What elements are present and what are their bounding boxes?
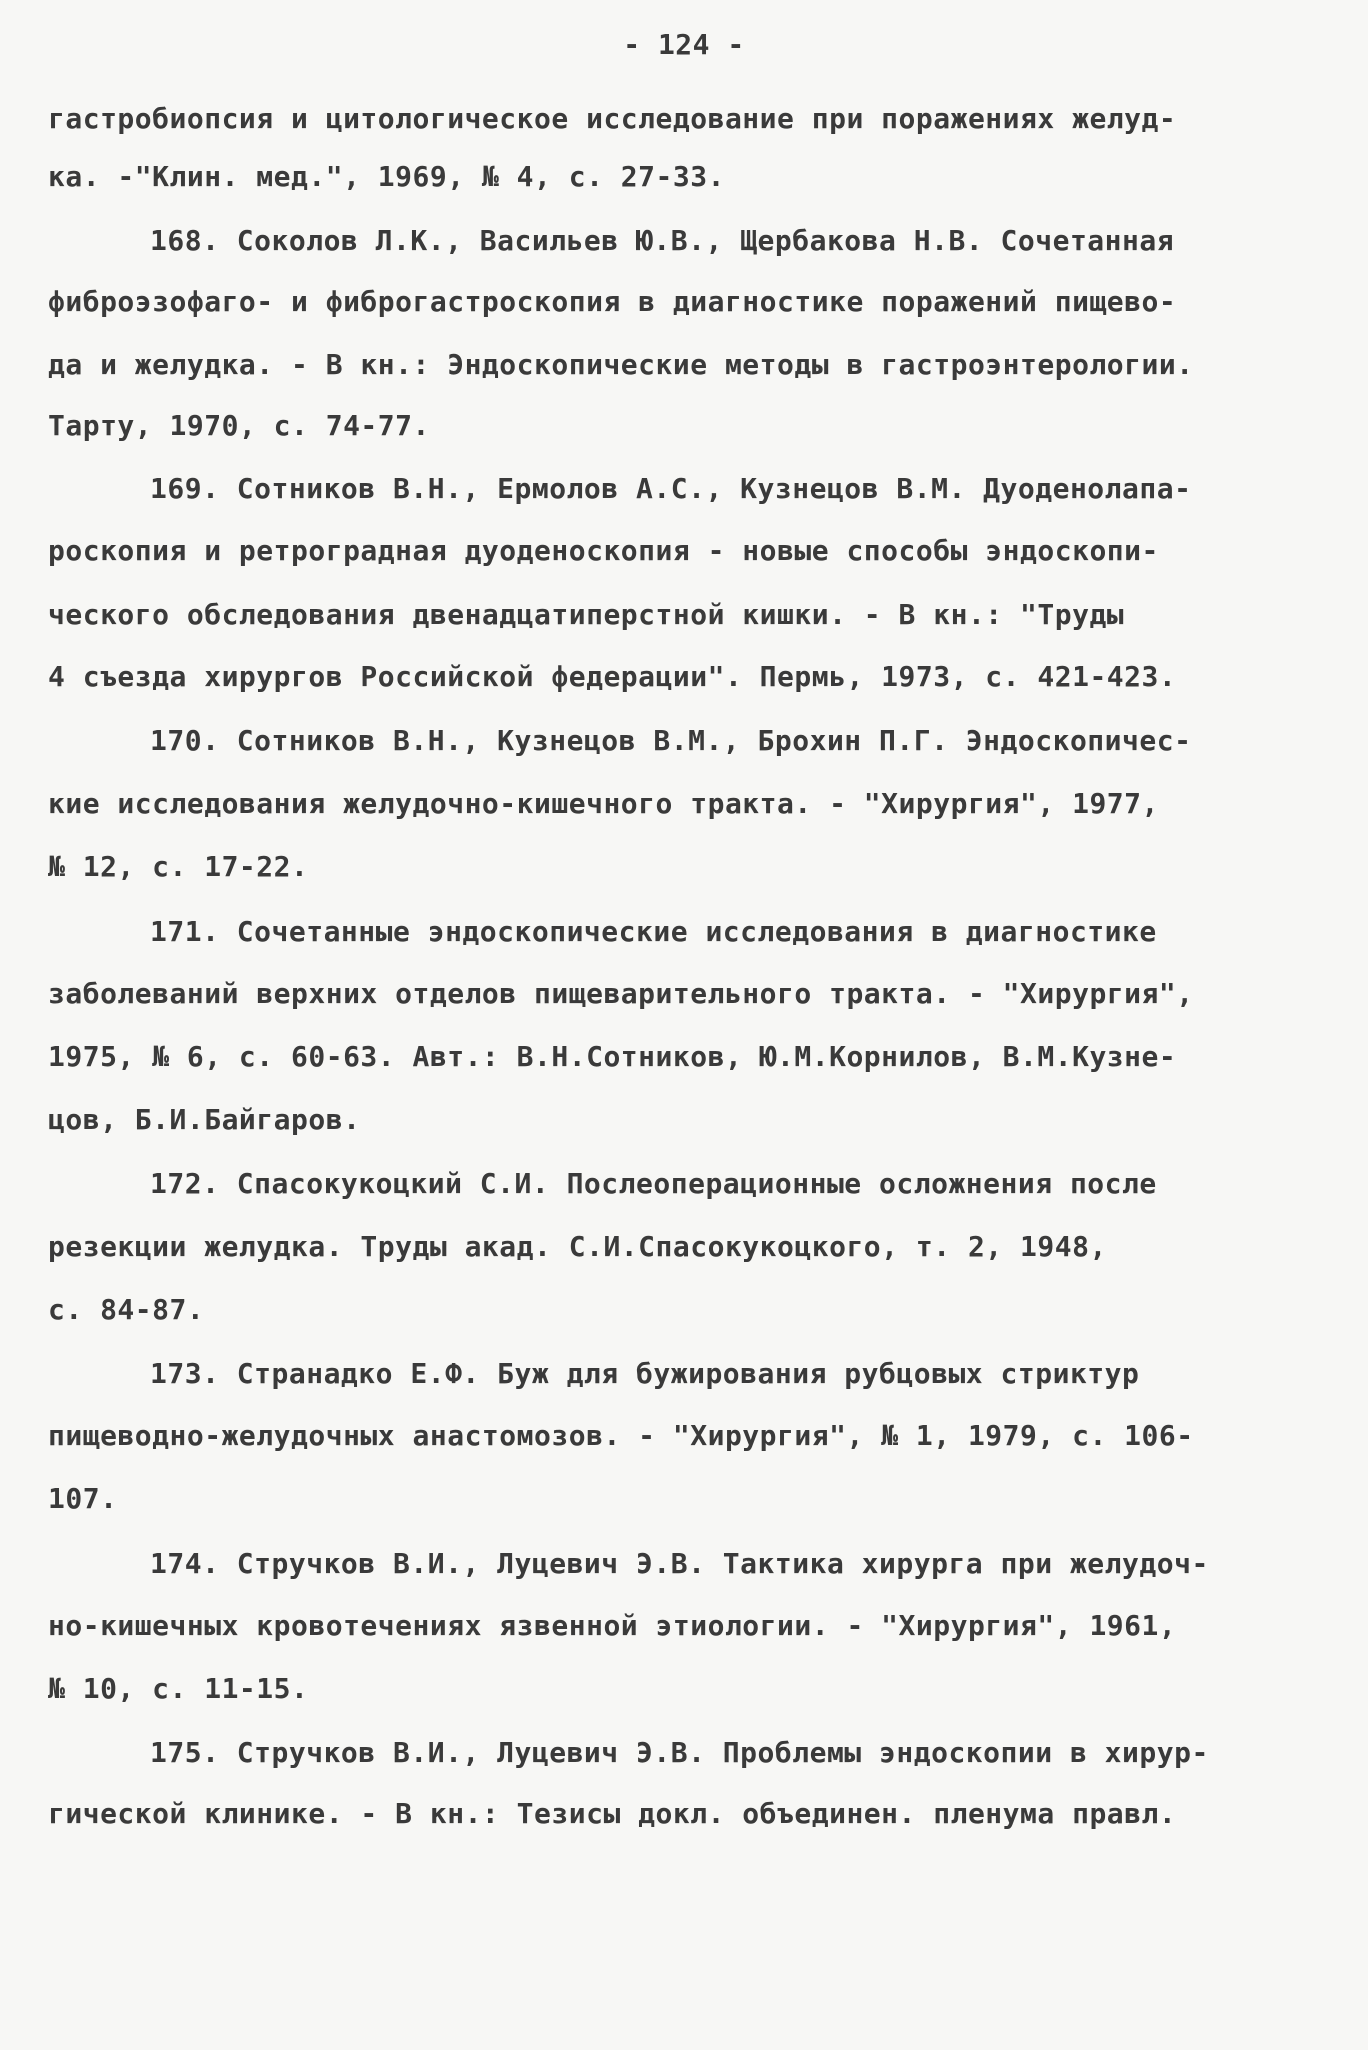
text-line: 107. xyxy=(48,1482,118,1515)
text-line: заболеваний верхних отделов пищеварительного тракта. - "Хирургия", xyxy=(48,977,1194,1010)
text-line: 169. Сотников В.Н., Ермолов А.С., Кузнецов В.М. Дуоденолапа- xyxy=(150,472,1192,505)
text-line: резекции желудка. Труды акад. С.И.Спасокукоцкого, т. 2, 1948, xyxy=(48,1230,1107,1263)
text-line: 1975, № 6, с. 60-63. Авт.: В.Н.Сотников, Ю.М.Корнилов, В.М.Кузне- xyxy=(48,1040,1177,1073)
text-line: 4 съезда хирургов Российской федерации". Пермь, 1973, с. 421-423. xyxy=(48,660,1177,693)
text-line: Тарту, 1970, с. 74-77. xyxy=(48,409,430,442)
text-line: 174. Стручков В.И., Луцевич Э.В. Тактика хирурга при желудоч- xyxy=(150,1547,1209,1580)
text-line: 168. Соколов Л.К., Васильев Ю.В., Щербакова Н.В. Сочетанная xyxy=(150,224,1175,257)
text-line: да и желудка. - В кн.: Эндоскопические методы в гастроэнтерологии. xyxy=(48,348,1194,381)
text-line: цов, Б.И.Байгаров. xyxy=(48,1103,361,1136)
page-number: - 124 - xyxy=(623,28,745,61)
text-line: № 10, с. 11-15. xyxy=(48,1672,309,1705)
text-line: кие исследования желудочно-кишечного тракта. - "Хирургия", 1977, xyxy=(48,787,1159,820)
text-line: 173. Странадко Е.Ф. Буж для бужирования рубцовых стриктур xyxy=(150,1357,1140,1390)
text-line: ка. -"Клин. мед.", 1969, № 4, с. 27-33. xyxy=(48,160,725,193)
text-line: 172. Спасокукоцкий С.И. Послеоперационные осложнения после xyxy=(150,1167,1157,1200)
text-line: с. 84-87. xyxy=(48,1293,205,1326)
text-line: роскопия и ретроградная дуоденоскопия - новые способы эндоскопи- xyxy=(48,534,1159,567)
text-line: ческого обследования двенадцатиперстной кишки. - В кн.: "Труды xyxy=(48,598,1125,631)
text-line: фиброэзофаго- и фиброгастроскопия в диагностике поражений пищево- xyxy=(48,285,1177,318)
text-line: пищеводно-желудочных анастомозов. - "Хирургия", № 1, 1979, с. 106- xyxy=(48,1419,1194,1452)
text-line: № 12, с. 17-22. xyxy=(48,850,309,883)
text-line: 171. Сочетанные эндоскопические исследования в диагностике xyxy=(150,915,1157,948)
text-line: гастробиопсия и цитологическое исследование при поражениях желуд- xyxy=(48,102,1177,135)
text-line: 175. Стручков В.И., Луцевич Э.В. Проблемы эндоскопии в хирур- xyxy=(150,1736,1209,1769)
text-line: гической клинике. - В кн.: Тезисы докл. объединен. пленума правл. xyxy=(48,1797,1177,1830)
text-line: 170. Сотников В.Н., Кузнецов В.М., Брохин П.Г. Эндоскопичес- xyxy=(150,724,1192,757)
text-line: но-кишечных кровотечениях язвенной этиологии. - "Хирургия", 1961, xyxy=(48,1609,1177,1642)
